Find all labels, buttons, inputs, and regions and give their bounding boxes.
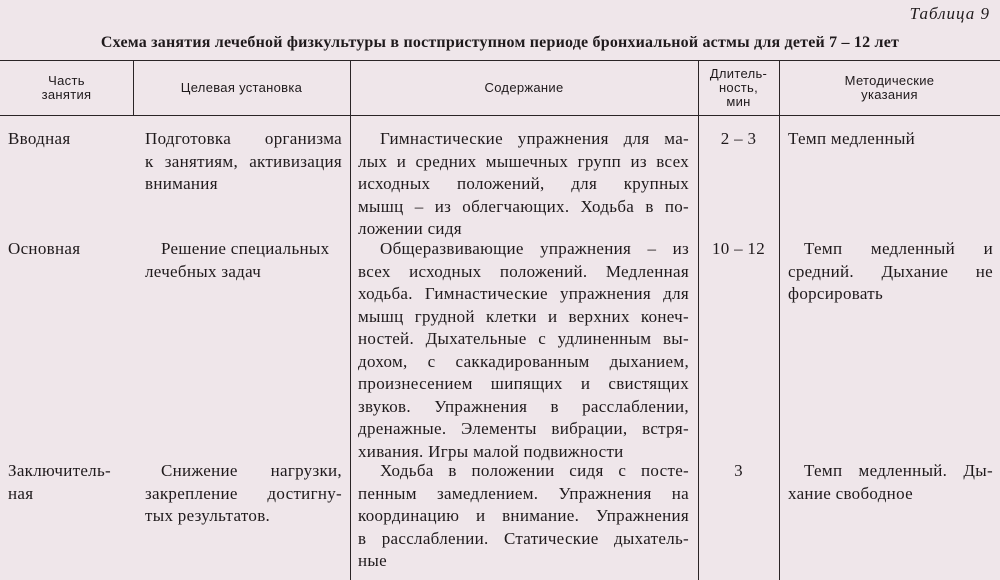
row-content	[358, 238, 689, 463]
header-part	[0, 62, 133, 114]
row-content-line: всех исходных положений. Медленная	[358, 261, 689, 281]
row-goal-line: к занятиям, активизация	[145, 151, 342, 171]
row-content-line: дренажные. Элементы вибрации, встря-	[358, 419, 689, 438]
row-content-line: координацию и внимание. Упражнения	[358, 506, 689, 525]
row-notes-line: форсировать	[788, 284, 884, 303]
row-duration: 2 – 3	[720, 129, 757, 148]
row-content-line: ные	[358, 551, 387, 570]
row-goal-line: закрепление достигну-	[145, 483, 342, 503]
row-goal-line: Подготовка организма	[145, 129, 342, 148]
header-bottom-rule	[0, 115, 1000, 116]
header-notes-line: Методические	[844, 73, 935, 88]
row-notes-line: Темп медленный	[788, 129, 916, 148]
row-content-line: Общеразвивающие упражнения – из	[380, 239, 689, 258]
table-caption: Схема занятия лечебной физкультуры в постприступном периоде бронхиальной астмы для детей 7 – 12 лет	[100, 34, 900, 51]
row-content-line: ходьба. Гимнастические упражнения для	[358, 284, 689, 303]
row-duration: 10 – 12	[711, 239, 766, 258]
row-content-line: мышц грудной клетки и верхних конеч-	[358, 306, 689, 326]
row-content-line: произнесением шипящих и свистящих	[358, 374, 689, 393]
row-notes	[788, 238, 993, 306]
row-goal	[145, 238, 342, 283]
header-notes-line: указания	[861, 87, 918, 102]
row-goal-line: лечебных задач	[145, 261, 262, 281]
row-content-line: мышц – из облегчающих. Ходьба в по-	[358, 196, 689, 216]
row-content	[358, 460, 689, 573]
header-duration-line: Длитель-	[709, 66, 768, 81]
row-notes-line: средний. Дыхание не	[788, 261, 993, 281]
row-goal-line: Снижение нагрузки,	[161, 461, 342, 480]
row-content-line: Ходьба в положении сидя с посте-	[380, 461, 689, 480]
row-notes-line: хание свободное	[788, 483, 913, 503]
row-content-line: ностей. Дыхательные с удлиненным вы-	[358, 329, 689, 348]
row-goal-line: тых результатов.	[145, 506, 271, 525]
header-goal: Целевая установка	[180, 80, 303, 95]
header-duration	[698, 62, 779, 114]
row-part-line: Основная	[8, 239, 81, 258]
row-content-line: ложении сидя	[358, 219, 462, 238]
header-part-line: занятия	[41, 87, 92, 102]
row-content-line: пенным замедлением. Упражнения на	[358, 483, 689, 503]
row-part	[8, 460, 128, 505]
column-divider	[779, 116, 780, 580]
row-notes	[788, 460, 993, 505]
header-content: Содержание	[484, 80, 564, 95]
row-content	[358, 128, 689, 241]
row-goal	[145, 128, 342, 196]
header-part-line: Часть	[48, 73, 85, 88]
row-content-line: в расслаблении. Статические дыхатель-	[358, 528, 689, 548]
header-duration-line: ность,	[718, 80, 759, 95]
column-divider	[698, 116, 699, 580]
row-content-line: Гимнастические упражнения для ма-	[380, 129, 689, 148]
header-duration-line: мин	[726, 94, 751, 109]
row-notes-line: Темп медленный. Ды-	[804, 461, 993, 480]
row-duration: 3	[734, 461, 743, 480]
row-goal-line: внимания	[145, 174, 218, 193]
row-part	[8, 128, 128, 151]
row-notes-line: Темп медленный и	[804, 239, 993, 258]
header-notes	[779, 62, 1000, 114]
row-goal-line: Решение специальных	[161, 239, 330, 258]
row-part-line: Вводная	[8, 129, 71, 148]
row-goal	[145, 460, 342, 528]
row-part-line: ная	[8, 483, 34, 503]
row-content-line: дохом, с саккадированным дыханием,	[358, 351, 689, 371]
row-part	[8, 238, 128, 261]
header-top-rule	[0, 60, 1000, 61]
row-notes	[788, 128, 993, 151]
row-content-line: исходных положений, для крупных	[358, 174, 689, 193]
column-divider	[350, 116, 351, 580]
row-part-line: Заключитель-	[8, 461, 111, 480]
row-content-line: лых и средних мышечных групп из всех	[358, 151, 689, 171]
row-content-line: хивания. Игры малой подвижности	[358, 441, 624, 461]
row-content-line: звуков. Упражнения в расслаблении,	[358, 396, 689, 416]
table-number: Таблица 9	[909, 4, 990, 23]
